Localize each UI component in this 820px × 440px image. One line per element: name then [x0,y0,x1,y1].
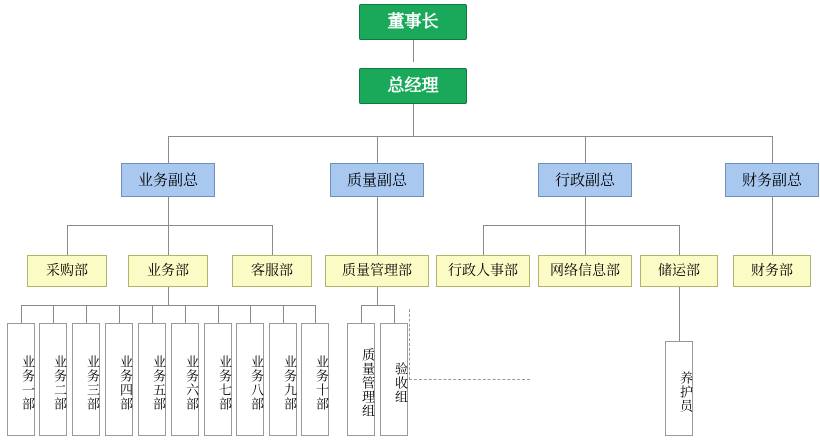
dashed-link-quality-network [409,309,530,380]
node-dept-service[interactable] [232,255,312,287]
node-general-manager-label: 总经理 [387,75,439,96]
connector-group-acceptance [394,305,395,323]
connector-unit-5 [152,305,153,323]
node-maintainer-label: 养护员 [677,370,692,413]
node-vp-finance-label: 财务副总 [741,171,802,189]
connector-admin-dept-bus [483,225,679,226]
connector-bus-networkinfo [585,225,586,255]
connector-qualitygroups-bus [361,305,394,306]
connector-units-bus [21,305,315,306]
connector-bus-vp-business [168,136,169,163]
connector-bus-adminhr [483,225,484,255]
node-vp-quality[interactable] [330,163,424,197]
connector-business-dept-bus [67,225,272,226]
connector-storage-maintainer [679,287,680,341]
node-dept-purchase-label: 采购部 [46,262,88,279]
node-dept-quality-mgmt-label: 质量管理部 [342,262,412,279]
connector-gm-down [413,104,414,136]
node-group-acceptance-label: 验收组 [392,361,407,404]
node-vp-admin[interactable] [538,163,632,197]
connector-unit-10 [315,305,316,323]
node-business-unit-6[interactable] [171,323,199,436]
node-vp-admin-label: 行政副总 [554,171,615,189]
node-group-quality-mgmt-label: 质量管理组 [359,347,374,418]
node-business-unit-10-label: 业务十部 [313,354,328,411]
node-dept-business-label: 业务部 [147,262,189,279]
connector-unit-3 [86,305,87,323]
node-dept-purchase[interactable] [27,255,107,287]
node-business-unit-7[interactable] [204,323,232,436]
connector-bus-service [272,225,273,255]
node-vp-business-label: 业务副总 [137,171,198,189]
node-business-unit-2-label: 业务二部 [51,354,66,411]
connector-unit-1 [21,305,22,323]
node-business-unit-6-label: 业务六部 [183,354,198,411]
node-business-unit-9[interactable] [269,323,297,436]
connector-vpadmin-down [585,197,586,225]
node-chairman-label: 董事长 [387,11,439,32]
node-business-unit-1-label: 业务一部 [19,354,34,411]
connector-chairman-gm [413,40,414,62]
node-dept-finance-label: 财务部 [751,262,793,279]
connector-unit-7 [218,305,219,323]
connector-bus-businessdept [168,225,169,255]
node-dept-network-info-label: 网络信息部 [550,262,620,279]
node-dept-service-label: 客服部 [251,262,293,279]
node-dept-business[interactable] [128,255,208,287]
node-dept-network-info[interactable] [538,255,632,287]
node-business-unit-9-label: 业务九部 [281,354,296,411]
node-business-unit-5-label: 业务五部 [150,354,165,411]
node-business-unit-4-label: 业务四部 [117,354,132,411]
connector-bus-vp-quality [377,136,378,163]
connector-unit-6 [185,305,186,323]
connector-unit-4 [119,305,120,323]
connector-qualitymgmt-down [377,287,378,305]
node-business-unit-4[interactable] [105,323,133,436]
node-business-unit-10[interactable] [301,323,329,436]
connector-vpbusiness-down [168,197,169,225]
node-business-unit-3-label: 业务三部 [84,354,99,411]
node-business-unit-7-label: 业务七部 [216,354,231,411]
connector-unit-2 [53,305,54,323]
node-dept-storage[interactable] [640,255,718,287]
connector-businessdept-down [168,287,169,305]
node-group-quality-mgmt[interactable] [347,323,375,436]
node-business-unit-1[interactable] [7,323,35,436]
node-business-unit-8[interactable] [236,323,264,436]
connector-vpquality-qualitymgmt [377,197,378,255]
connector-bus-vp-admin [585,136,586,163]
node-vp-quality-label: 质量副总 [346,171,407,189]
node-dept-storage-label: 储运部 [658,262,700,279]
node-dept-quality-mgmt[interactable] [325,255,429,287]
node-business-unit-5[interactable] [138,323,166,436]
connector-vpfinance-financedept [772,197,773,255]
node-chairman[interactable] [359,4,467,40]
node-vp-business[interactable] [121,163,215,197]
node-general-manager[interactable] [359,68,467,104]
node-maintainer[interactable] [665,341,693,436]
node-dept-admin-hr-label: 行政人事部 [448,262,518,279]
node-group-acceptance[interactable] [380,323,408,436]
node-business-unit-8-label: 业务八部 [248,354,263,411]
node-dept-admin-hr[interactable] [436,255,530,287]
connector-group-qualitymgmt [361,305,362,323]
node-dept-finance[interactable] [733,255,811,287]
connector-bus-vp-finance [772,136,773,163]
connector-bus-storage [679,225,680,255]
node-vp-finance[interactable] [725,163,819,197]
connector-vp-bus [168,136,772,137]
node-business-unit-3[interactable] [72,323,100,436]
connector-unit-9 [283,305,284,323]
node-business-unit-2[interactable] [39,323,67,436]
connector-unit-8 [250,305,251,323]
connector-bus-purchase [67,225,68,255]
